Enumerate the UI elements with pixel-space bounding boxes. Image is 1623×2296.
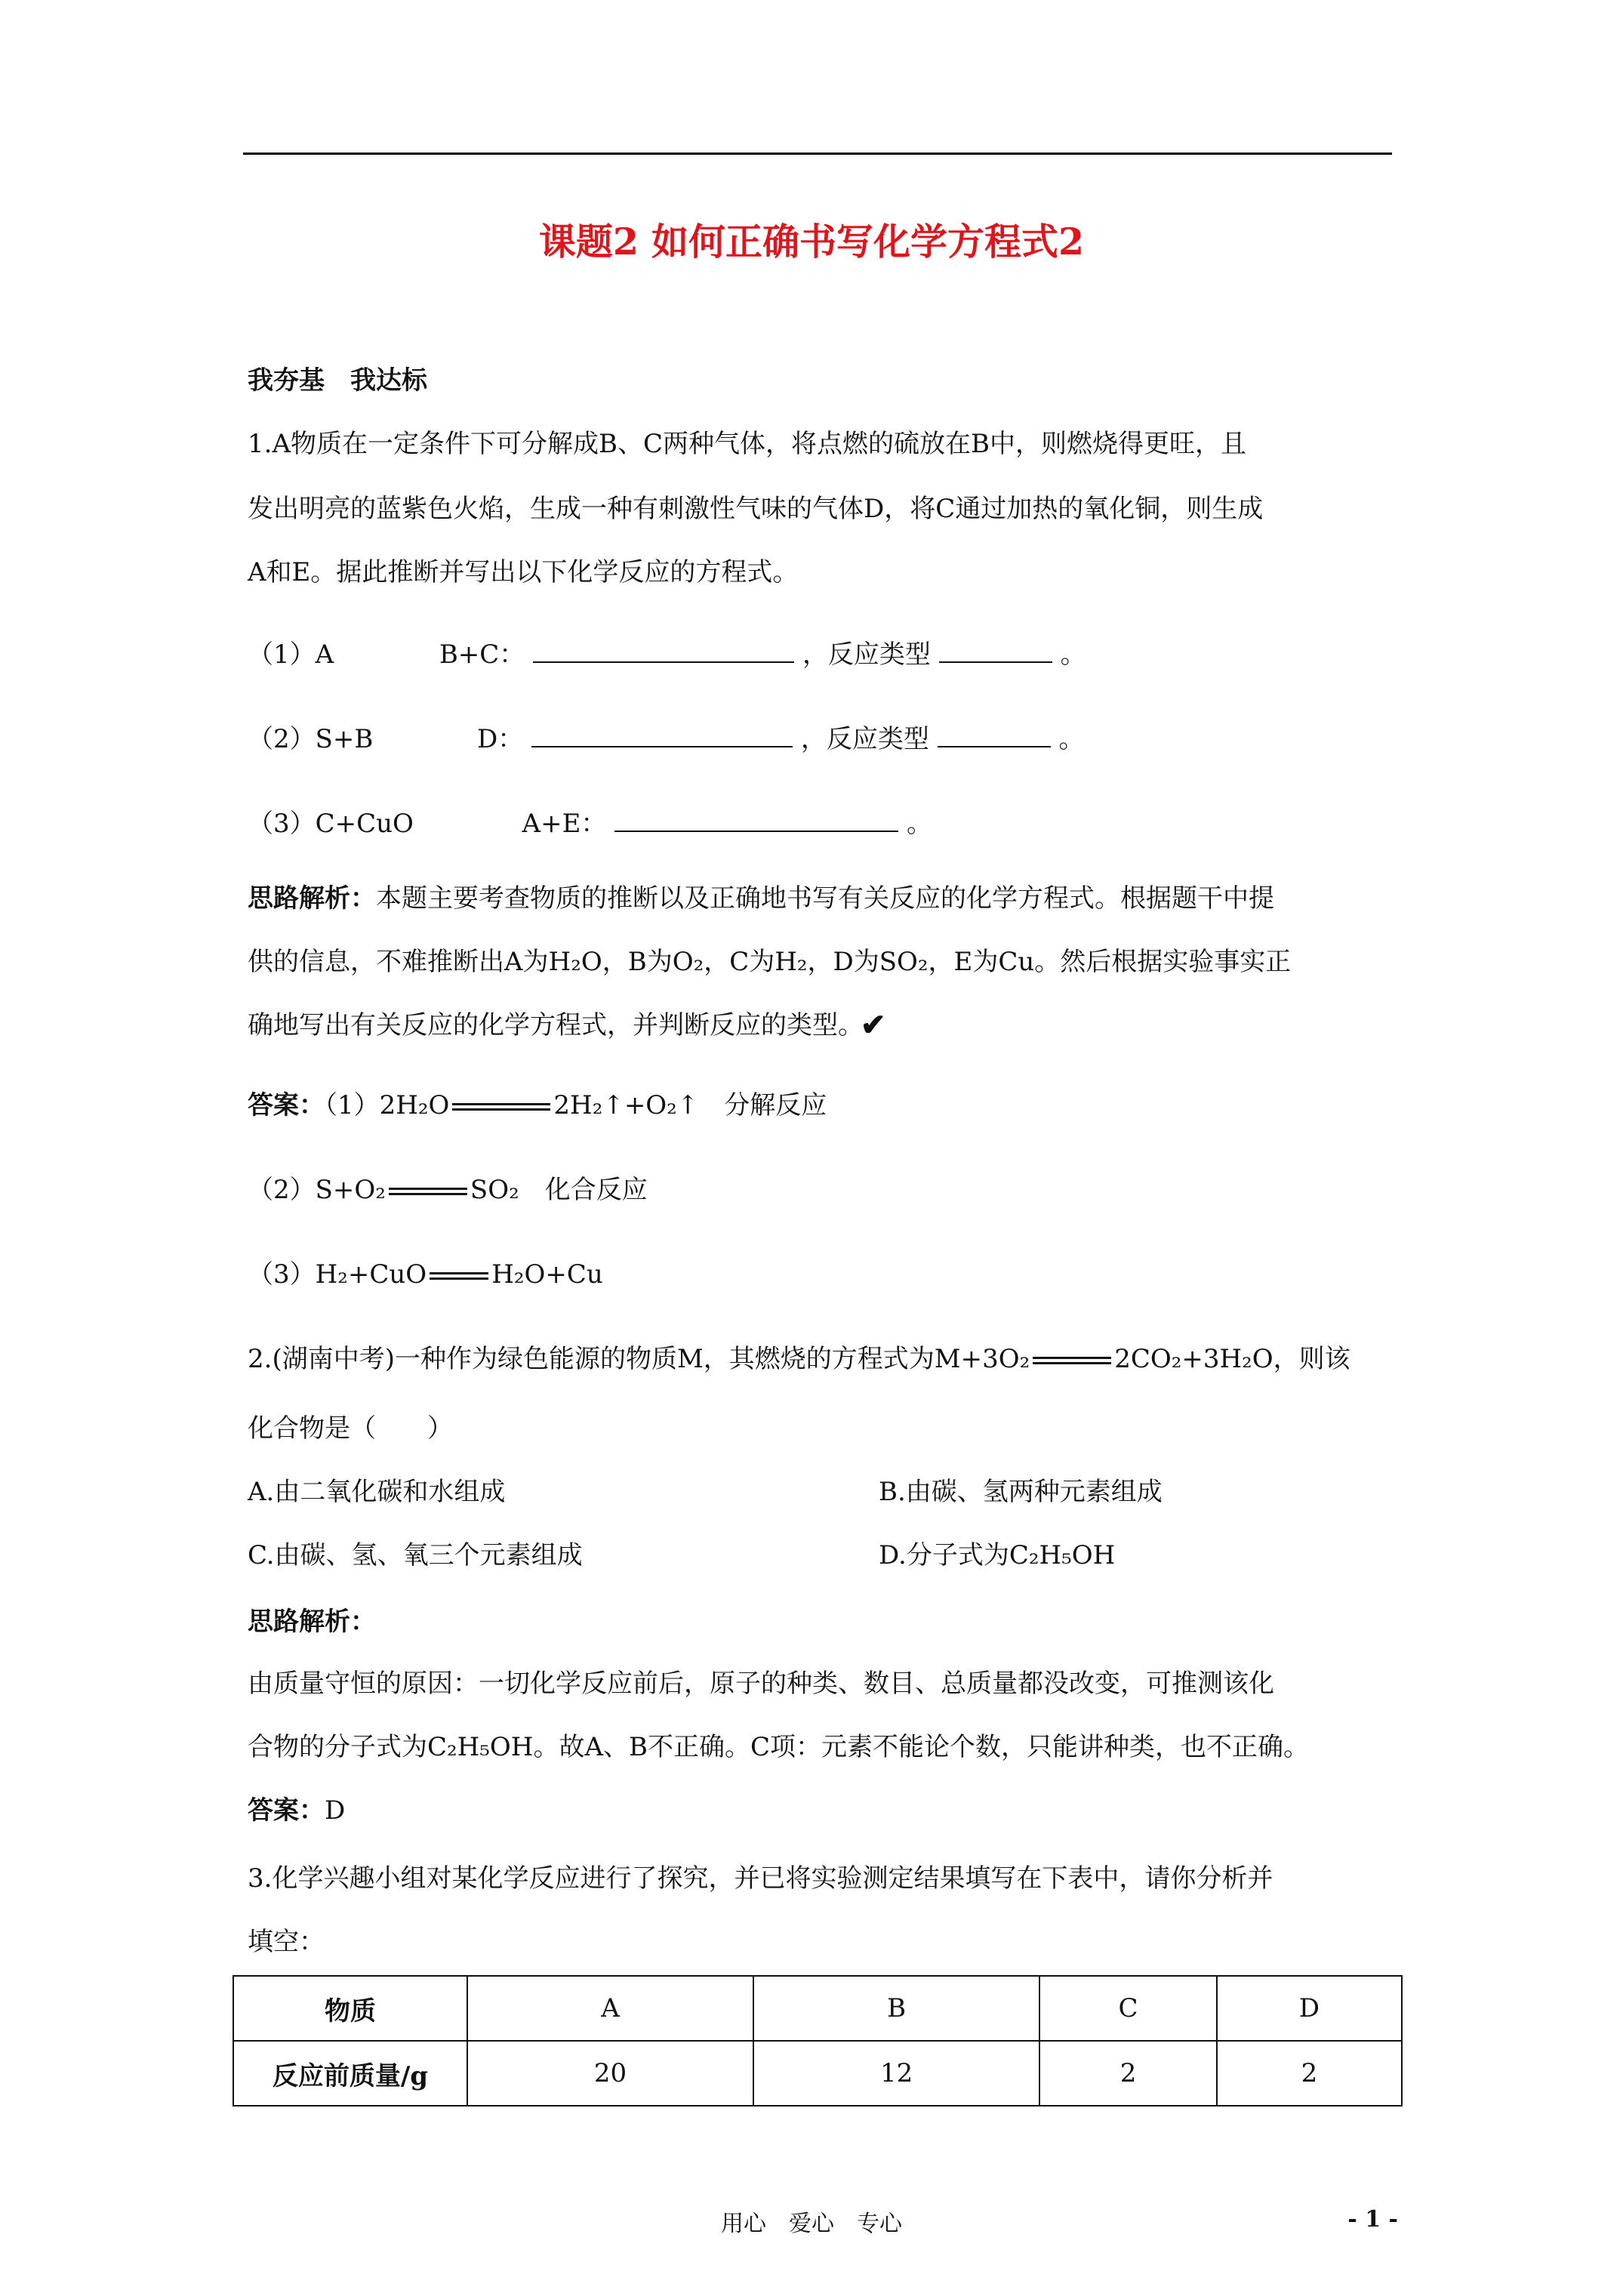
q1-answer-line3 <box>248 1259 603 1290</box>
q2-option-a[interactable]: A.由二氧化碳和水组成 <box>248 1477 506 1507</box>
q2-line1-left: 2.(湖南中考)一种作为绿色能源的物质M，其燃烧的方程式为M+3O₂ <box>248 1344 1030 1374</box>
page-number: - 1 - <box>1347 2206 1398 2233</box>
checkmark-icon: ✔ <box>861 1007 886 1043</box>
table-cell: 2 <box>1039 2041 1217 2106</box>
q2-answer <box>248 1795 345 1826</box>
q1-sub3 <box>248 808 932 839</box>
q1-answer-label: 答案： <box>248 1090 325 1120</box>
q1-sub2-type-blank[interactable] <box>938 723 1051 747</box>
table-cell: 反应前质量/g <box>233 2041 467 2106</box>
q1-sub1-products: B+C： <box>439 639 525 670</box>
data-table <box>233 1975 1403 2106</box>
q1-sub1-type-blank[interactable] <box>939 639 1052 663</box>
q1-sub2-type-label: ，反应类型 <box>800 724 929 754</box>
footer-slogan: 用心 爱心 专心 <box>721 2211 902 2237</box>
q2-analysis-line1: 由质量守恒的原因：一切化学反应前后，原子的种类、数目、总质量都没改变，可推测该化 <box>248 1669 1274 1699</box>
q2-option-c[interactable]: C.由碳、氢、氧三个元素组成 <box>248 1540 583 1570</box>
q1-analysis-line1 <box>248 883 1274 914</box>
table-header-row <box>233 1976 1402 2041</box>
q3-line1: 3.化学兴趣小组对某化学反应进行了探究，并已将实验测定结果填写在下表中，请你分析并 <box>248 1863 1273 1894</box>
q1-sub3-products: A+E： <box>522 809 607 839</box>
header-rule <box>243 153 1392 155</box>
q1-sub2-equation-blank[interactable] <box>531 723 793 747</box>
q1-ans3-left: （3）H₂+CuO <box>248 1259 427 1290</box>
q2-option-b[interactable]: B.由碳、氢两种元素组成 <box>879 1477 1163 1507</box>
q2-line2: 化合物是（ ） <box>248 1413 453 1444</box>
q2-analysis-line2: 合物的分子式为C₂H₅OH。故A、B不正确。C项：元素不能论个数，只能讲种类，也不正确。 <box>248 1732 1310 1762</box>
equals-sign-icon <box>1033 1357 1111 1364</box>
q1-analysis-text1: 本题主要考查物质的推断以及正确地书写有关反应的化学方程式。根据题干中提 <box>376 883 1274 914</box>
q1-line1: 1.A物质在一定条件下可分解成B、C两种气体，将点燃的硫放在B中，则燃烧得更旺，且 <box>248 429 1246 459</box>
table-cell: 2 <box>1217 2041 1402 2106</box>
q1-sub1-type-label: ，反应类型 <box>802 639 931 670</box>
q1-ans2-right: SO₂ 化合反应 <box>470 1175 648 1205</box>
q3-line2: 填空： <box>248 1927 325 1957</box>
section-heading: 我夯基 我达标 <box>248 365 427 396</box>
equals-sign-icon <box>430 1272 488 1280</box>
q1-sub2-end: 。 <box>1058 724 1085 754</box>
q2-option-d[interactable]: D.分子式为C₂H₅OH <box>879 1540 1116 1570</box>
q1-sub1 <box>248 639 1086 670</box>
page-title: 课题2 如何正确书写化学方程式2 <box>538 220 1085 264</box>
table-cell: 20 <box>467 2041 753 2106</box>
table-row <box>233 2041 1402 2106</box>
q1-sub2 <box>248 723 1085 754</box>
q2-analysis-label: 思路解析： <box>248 1607 376 1637</box>
table-cell: 12 <box>753 2041 1039 2106</box>
table-header-cell: 物质 <box>233 1976 467 2041</box>
q1-analysis-line2: 供的信息，不难推断出A为H₂O，B为O₂，C为H₂，D为SO₂，E为Cu。然后根据实验事实正 <box>248 947 1292 977</box>
q1-ans2-left: （2）S+O₂ <box>248 1175 386 1205</box>
q1-ans1-left: （1）2H₂O <box>325 1090 450 1120</box>
q1-sub1-reactant: （1）A <box>248 639 334 670</box>
q2-answer-value: D <box>325 1795 346 1826</box>
q1-answer-line1 <box>248 1090 827 1120</box>
q1-sub1-end: 。 <box>1060 639 1086 670</box>
q1-sub1-equation-blank[interactable] <box>533 639 794 663</box>
q1-line2: 发出明亮的蓝紫色火焰，生成一种有刺激性气味的气体D，将C通过加热的氧化铜，则生成 <box>248 494 1264 524</box>
q1-sub2-reactant: （2）S+B <box>248 724 374 754</box>
q1-ans1-right: 2H₂↑+O₂↑ 分解反应 <box>553 1090 827 1120</box>
q1-answer-line2 <box>248 1175 648 1205</box>
q2-line1-right: 2CO₂+3H₂O，则该 <box>1114 1344 1350 1374</box>
q1-sub3-equation-blank[interactable] <box>614 808 898 832</box>
table-header-cell: B <box>753 1976 1039 2041</box>
table-header-cell: A <box>467 1976 753 2041</box>
q1-sub3-reactant: （3）C+CuO <box>248 809 414 839</box>
q1-ans3-right: H₂O+Cu <box>491 1259 603 1290</box>
q1-sub2-products: D： <box>477 724 524 754</box>
q1-analysis-line3: 确地写出有关反应的化学方程式，并判断反应的类型。 <box>248 1010 864 1040</box>
q2-line1 <box>248 1344 1350 1374</box>
equals-sign-icon <box>452 1103 550 1111</box>
q1-sub3-end: 。 <box>907 809 933 839</box>
equals-sign-icon <box>389 1188 467 1195</box>
q1-analysis-label: 思路解析： <box>248 883 376 914</box>
q1-line3: A和E。据此推断并写出以下化学反应的方程式。 <box>248 557 799 587</box>
q2-answer-label: 答案： <box>248 1795 325 1826</box>
table-header-cell: C <box>1039 1976 1217 2041</box>
table-header-cell: D <box>1217 1976 1402 2041</box>
